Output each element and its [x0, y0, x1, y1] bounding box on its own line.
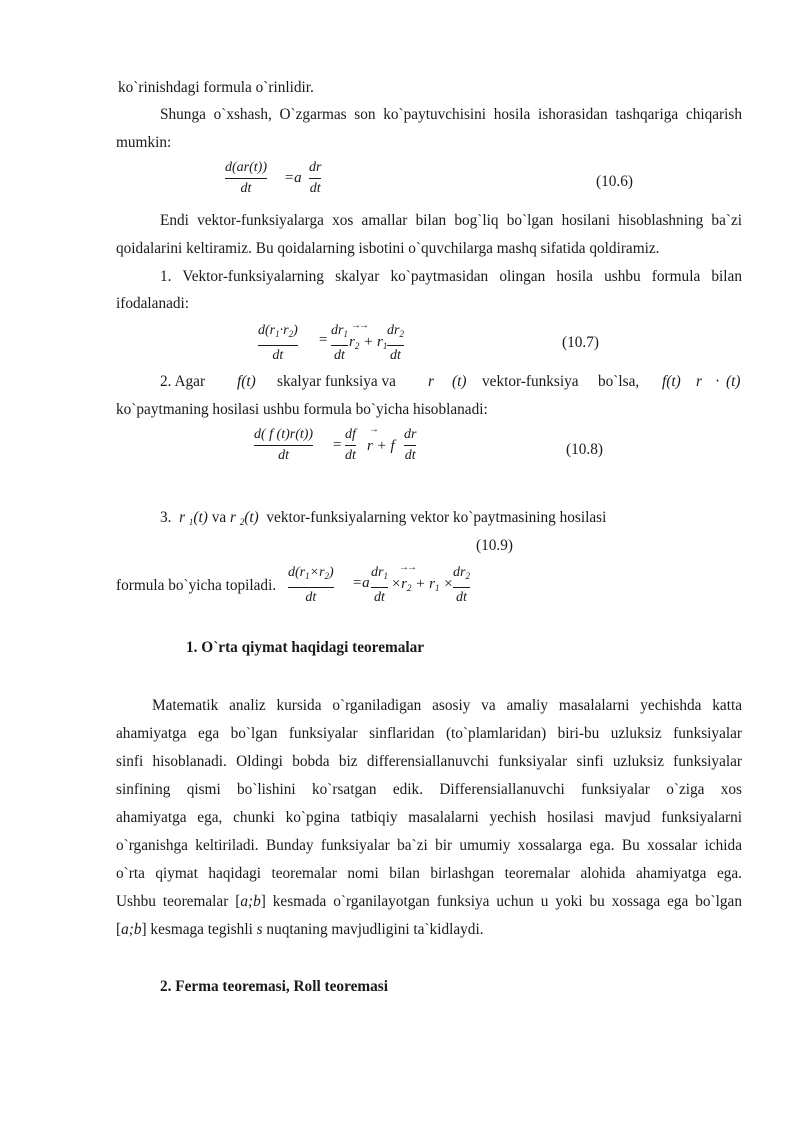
- numerator: df: [345, 427, 356, 442]
- text-line: mumkin:: [116, 134, 172, 151]
- paragraph-line: Ushbu teoremalar [a;b] kesmada o`rganilayotgan funksiya uchun u yoki bu xossaga ega bo`lgan: [116, 893, 742, 910]
- denominator: dt: [456, 590, 467, 605]
- fraction: [453, 564, 470, 606]
- section-heading: 2. Ferma teoremasi, Roll teoremasi: [160, 978, 388, 995]
- fraction-bar: [345, 445, 356, 446]
- paragraph-line: ahamiyatga ega bo`lgan funksiyalar sinflaridan (to`plamlaridan) biri-bu uzluksiz funksiyalar: [116, 725, 742, 742]
- paragraph-line: o`rta qiymat haqidagi teoremalar nomi bilan birlashgan teoremalar alohida ahamiyatga ega.: [116, 865, 742, 882]
- text-line: formula bo`yicha topiladi.: [116, 577, 277, 594]
- denominator: dt: [278, 448, 289, 463]
- text-line: ko`paytmaning hosilasi ushbu formula bo`yicha hisoblanadi:: [116, 401, 488, 418]
- paragraph-line: sinfi hisoblanadi. Oldingi bobda biz differensiallanuvchi funksiyalar sinfi uzluksiz funksiyalar: [116, 753, 742, 770]
- fraction: [225, 159, 267, 197]
- equals-sign: =: [318, 332, 329, 348]
- vector-arrow-icon: →: [369, 424, 377, 435]
- denominator: dt: [404, 448, 416, 463]
- paragraph-line: sinfining qismi bo`lishini ko`rsatgan edik. Differensiallanuvchi funksiyalar o`ziga xos: [116, 781, 742, 798]
- equation-number: (10.7): [562, 334, 599, 351]
- text-line: Shunga o`xshash, O`zgarmas son ko`paytuvchisini hosila ishorasidan tashqariga chiqarish: [160, 106, 742, 123]
- equals-sign: =: [332, 437, 343, 453]
- fraction-bar: [288, 587, 334, 588]
- equation-number: (10.9): [476, 537, 513, 554]
- fraction-bar: [371, 587, 388, 588]
- denominator: dt: [309, 181, 321, 196]
- denominator: dt: [305, 590, 317, 605]
- denominator: dt: [272, 348, 284, 363]
- numerator: $d(r_1\times r_2)$: [288, 565, 334, 581]
- fraction-bar: [404, 445, 416, 446]
- paragraph-line: [a;b] kesmaga tegishli s nuqtaning mavjudligini ta`kidlaydi.: [116, 921, 484, 938]
- fraction-bar: [258, 345, 298, 346]
- numerator: $dr_1$: [331, 323, 348, 339]
- text-line: ko`rinishdagi formula o`rinlidir.: [118, 79, 314, 96]
- numerator: d(ar(t)): [225, 160, 267, 175]
- fraction: [345, 426, 356, 464]
- document-page: ko`rinishdagi formula o`rinlidir. Shunga o`xshash, O`zgarmas son ko`paytuvchisini hosila ishorasidan tashqariga chiqarish mumkin: d(ar(t)) dt =a dr dt (10.6) Endi vektor-funksiyalarga xos amallar bilan bog`liq bo`lgan hosilani hisoblashning ba`zi qoidalarini keltiramiz. Bu qoidalarning isbotini o`quvchilarga mashq sifatida qoldiramiz. 1. Vektor-funksiyalarning skalyar ko`paytmasidan olingan hosila ushbu formula bilan ifodalanadi: $d(r_1\cdot r_2)$ dt = $dr_1$ dt →→ $r_2 + r_1$ $dr_2$ dt (10.7) 2. Agar f(t) skalyar funksiya va r (t) vektor-funksiya bo`lsa, f(t) r · (t) ko`paytmaning hosilasi ushbu formula bo`yicha hisoblanadi: d( f (t)r(t)) dt = df dt → r + f dr dt (10.8) 3. r $_1$(t) va r $_2$(t) vektor-funksiyalarning vektor ko`paytmasining hosilasi (10.9) formula bo`yicha topiladi. $d(r_1\times r_2)$ dt =a $dr_1$ dt →→ $\times r_2 + r_1$ × $dr_2$ dt 1. O`rta qiymat haqidagi teoremalar Matematik analiz kursida o`rganiladigan asosiy va amaliy masalalarni yechishda katta ahamiyatga ega bo`lgan funksiyalar sinflaridan (to`plamlaridan) biri-bu uzluksiz funksiyalar sinfi hisoblanadi. Oldingi bobda biz differensiallanuvchi funksiyalar sinfi uzluksiz funksiyalar sinfining qismi bo`lishini ko`rsatgan edik. Differensiallanuvchi funksiyalar o`ziga xos ahamiyatga ega, chunki ko`pgina tatbiqiy masalalarni yechish hosilasi mavjud funksiyalarni o`rganishga keltiriladi. Bunday funksiyalar ba`zi bir umumiy xossalarga ega. Bu xossalar ichida o`rta qiymat haqidagi teoremalar nomi bilan birlashgan teoremalar alohida ahamiyatga ega. Ushbu teoremalar [a;b] kesmada o`rganilayotgan funksiya uchun u yoki bu xossaga ega bo`lgan [a;b] kesmaga tegishli s nuqtaning mavjudligini ta`kidlaydi. 2. Ferma teoremasi, Roll teoremasi: [116, 79, 742, 995]
- equals-sign: =a: [284, 170, 302, 186]
- text-line: qoidalarini keltiramiz. Bu qoidalarning isbotini o`quvchilarga mashq sifatida qoldiramiz.: [116, 240, 660, 257]
- numerator: $d(r_1\cdot r_2)$: [258, 323, 298, 339]
- denominator: dt: [374, 590, 385, 605]
- fraction-bar: [254, 445, 313, 446]
- text-line: 1. Vektor-funksiyalarning skalyar ko`paytmasidan olingan hosila ushbu formula bilan: [160, 268, 742, 285]
- fraction: [371, 564, 388, 606]
- equals-sign: =a: [352, 575, 370, 591]
- fraction-bar: [225, 178, 267, 179]
- numerator: $dr_1$: [371, 565, 388, 581]
- denominator: dt: [240, 181, 252, 196]
- equation-number: (10.6): [596, 173, 633, 190]
- fraction: [258, 322, 298, 364]
- fraction: [331, 322, 348, 364]
- text-line: ifodalanadi:: [116, 295, 190, 312]
- fraction: [404, 426, 416, 464]
- fraction: [288, 564, 334, 606]
- fraction-bar: [387, 345, 404, 346]
- fraction-bar: [309, 178, 321, 179]
- term: r + f: [367, 438, 395, 454]
- fraction: [387, 322, 404, 364]
- numerator: d( f (t)r(t)): [254, 427, 314, 442]
- fraction-bar: [453, 587, 470, 588]
- numerator: dr: [309, 160, 322, 175]
- item-3-line: 3. r $_1$(t) va r $_2$(t) vektor-funksiyalarning vektor ko`paytmasining hosilasi: [160, 509, 607, 527]
- term: $\times r_2 + r_1$ ×: [391, 576, 454, 593]
- paragraph-line: Matematik analiz kursida o`rganiladigan asosiy va amaliy masalalarni yechishda katta: [152, 697, 742, 714]
- equation-number: (10.8): [566, 441, 603, 458]
- paragraph-line: ahamiyatga ega, chunki ko`pgina tatbiqiy masalalarni yechish hosilasi mavjud funksiyalarni: [116, 809, 742, 826]
- denominator: dt: [334, 348, 345, 363]
- fraction: [309, 159, 321, 197]
- vector-arrow-icon: →→: [399, 562, 415, 573]
- term: $r_2 + r_1$: [349, 334, 388, 351]
- section-heading: 1. O`rta qiymat haqidagi teoremalar: [186, 639, 425, 656]
- numerator: $dr_2$: [453, 565, 470, 581]
- numerator: dr: [404, 427, 417, 442]
- paragraph-line: o`rganishga keltiriladi. Bunday funksiyalar ba`zi bir umumiy xossalarga ega. Bu xossalar ichida: [116, 837, 742, 854]
- denominator: dt: [390, 348, 401, 363]
- denominator: dt: [345, 448, 356, 463]
- vector-arrow-icon: →→: [351, 320, 367, 331]
- fraction: [254, 426, 313, 464]
- text-line: Endi vektor-funksiyalarga xos amallar bilan bog`liq bo`lgan hosilani hisoblashning ba`zi: [160, 212, 742, 229]
- numerator: $dr_2$: [387, 323, 404, 339]
- fraction-bar: [331, 345, 348, 346]
